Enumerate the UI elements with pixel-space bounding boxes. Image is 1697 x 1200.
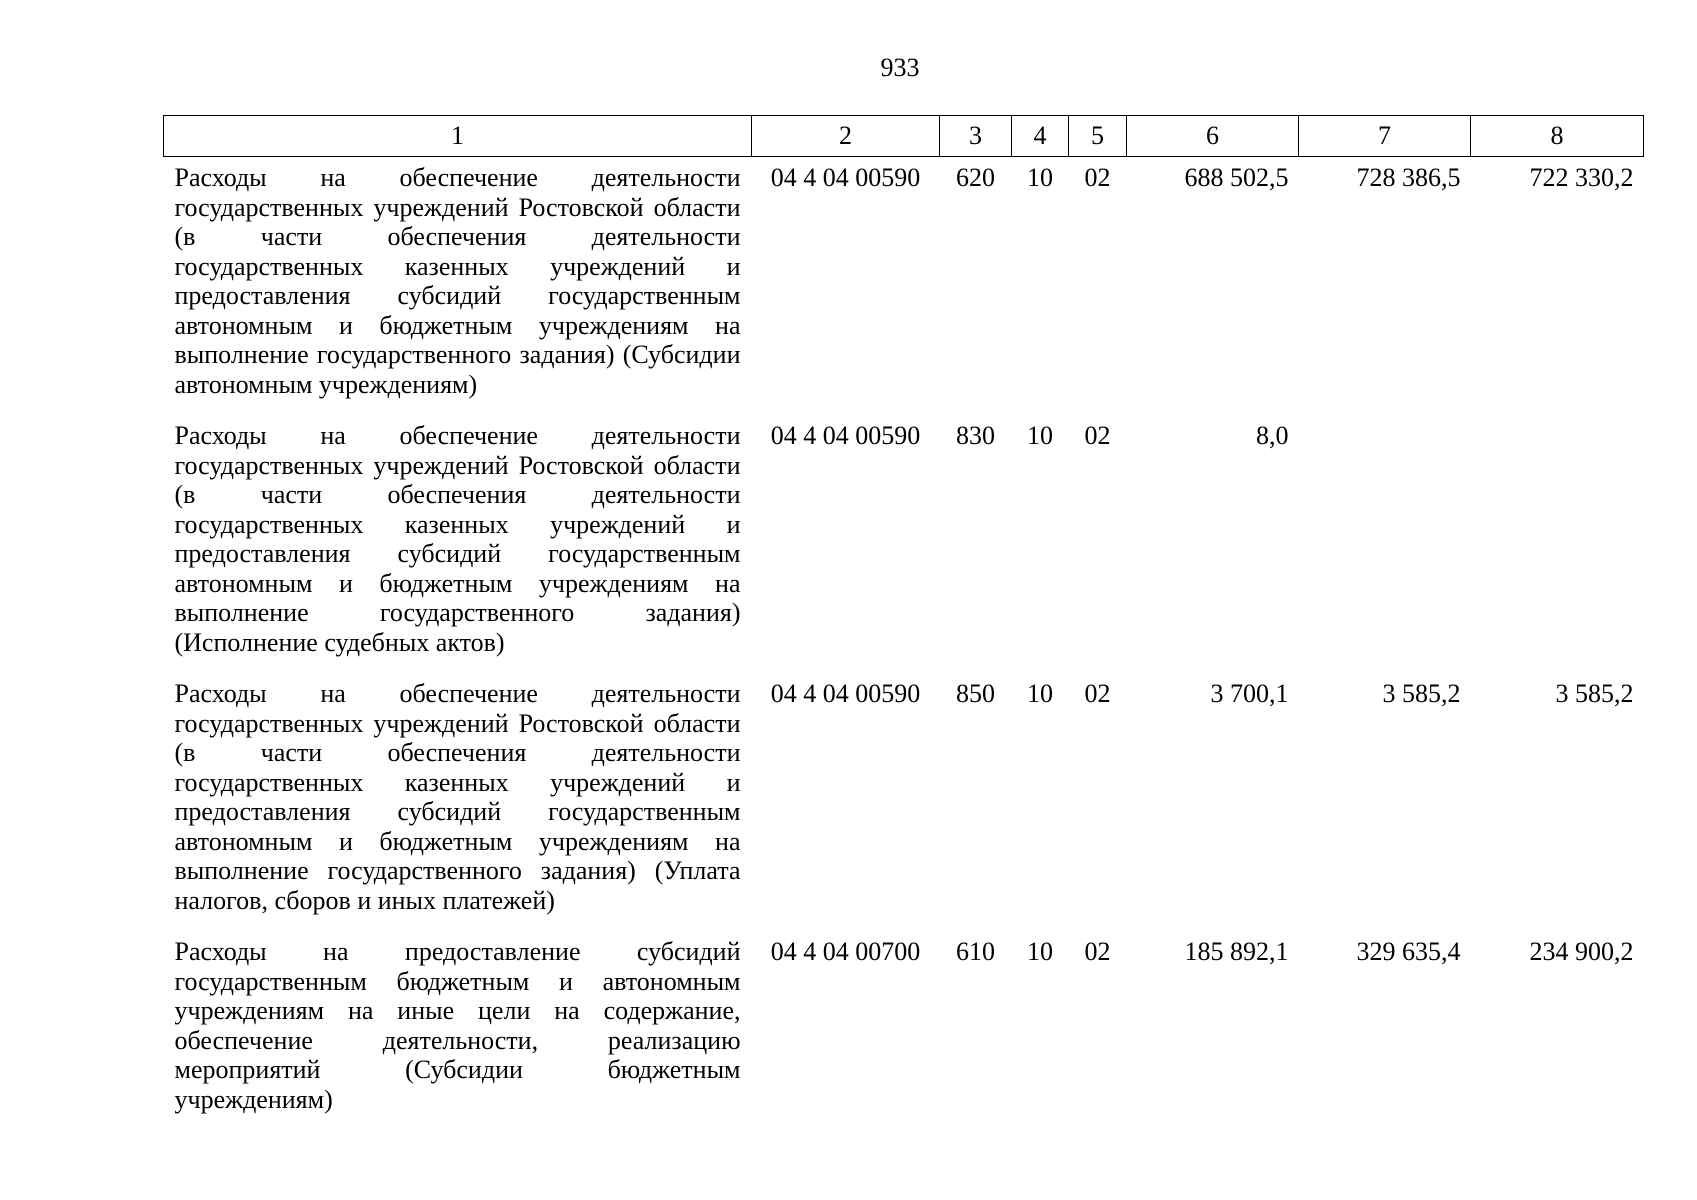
expense-name: Расходы на обеспечение деятельности государственных учреждений Ростовской области (в части обеспечения деятельности государственных казенных учреждений и предоставления субсидий государственным автономным и бюджетным учреждениям на выполнение государственного задания) (Субсидии автономным учреждениям) bbox=[174, 163, 741, 399]
column-header: 2 bbox=[752, 116, 940, 157]
expense-type-code: 610 bbox=[956, 937, 995, 966]
page-number: 933 bbox=[880, 53, 920, 82]
amount-col-8 bbox=[1471, 415, 1644, 673]
table-row bbox=[164, 931, 1644, 1130]
table-row bbox=[164, 157, 1644, 416]
target-article-code: 04 4 04 00700 bbox=[770, 937, 921, 966]
column-header: 1 bbox=[164, 116, 752, 157]
target-article-code: 04 4 04 00590 bbox=[770, 163, 921, 192]
amount-col-7: 728 386,5 bbox=[1356, 163, 1461, 192]
column-header: 6 bbox=[1127, 116, 1299, 157]
expense-type-code: 620 bbox=[956, 163, 995, 192]
column-header: 8 bbox=[1471, 116, 1644, 157]
amount-col-8: 722 330,2 bbox=[1529, 163, 1634, 192]
section-code: 10 bbox=[1027, 937, 1053, 966]
target-article-code: 04 4 04 00590 bbox=[770, 679, 921, 708]
subsection-code: 02 bbox=[1084, 937, 1111, 966]
expense-type-code: 830 bbox=[956, 421, 995, 450]
expense-name: Расходы на обеспечение деятельности государственных учреждений Ростовской области (в части обеспечения деятельности государственных казенных учреждений и предоставления субсидий государственным автономным и бюджетным учреждениям на выполнение государственного задания) (Уплата налогов, сборов и иных платежей) bbox=[174, 679, 741, 915]
budget-table bbox=[163, 115, 1644, 1130]
table-row bbox=[164, 415, 1644, 673]
expense-name: Расходы на обеспечение деятельности государственных учреждений Ростовской области (в части обеспечения деятельности государственных казенных учреждений и предоставления субсидий государственным автономным и бюджетным учреждениям на выполнение государственного задания) (Исполнение судебных актов) bbox=[174, 421, 741, 657]
target-article-code: 04 4 04 00590 bbox=[770, 421, 921, 450]
subsection-code: 02 bbox=[1084, 163, 1111, 192]
amount-col-6: 688 502,5 bbox=[1184, 163, 1289, 192]
column-header: 5 bbox=[1069, 116, 1127, 157]
section-code: 10 bbox=[1027, 421, 1053, 450]
amount-col-8: 234 900,2 bbox=[1529, 937, 1634, 966]
subsection-code: 02 bbox=[1084, 679, 1111, 708]
expense-name: Расходы на предоставление субсидий государственным бюджетным и автономным учреждениям на иные цели на содержание, обеспечение деятельности, реализацию мероприятий (Субсидии бюджетным учреждениям) bbox=[174, 937, 741, 1114]
amount-col-6: 185 892,1 bbox=[1184, 937, 1289, 966]
amount-col-6: 3 700,1 bbox=[1210, 679, 1289, 708]
column-header: 7 bbox=[1299, 116, 1471, 157]
amount-col-7: 3 585,2 bbox=[1382, 679, 1461, 708]
section-code: 10 bbox=[1027, 163, 1053, 192]
expense-type-code: 850 bbox=[956, 679, 995, 708]
column-number-row bbox=[164, 116, 1644, 157]
table-row bbox=[164, 673, 1644, 931]
subsection-code: 02 bbox=[1084, 421, 1111, 450]
amount-col-7 bbox=[1299, 415, 1471, 673]
column-header: 4 bbox=[1012, 116, 1069, 157]
amount-col-7: 329 635,4 bbox=[1356, 937, 1461, 966]
section-code: 10 bbox=[1027, 679, 1053, 708]
amount-col-8: 3 585,2 bbox=[1555, 679, 1634, 708]
amount-col-6: 8,0 bbox=[1256, 421, 1289, 450]
column-header: 3 bbox=[940, 116, 1012, 157]
